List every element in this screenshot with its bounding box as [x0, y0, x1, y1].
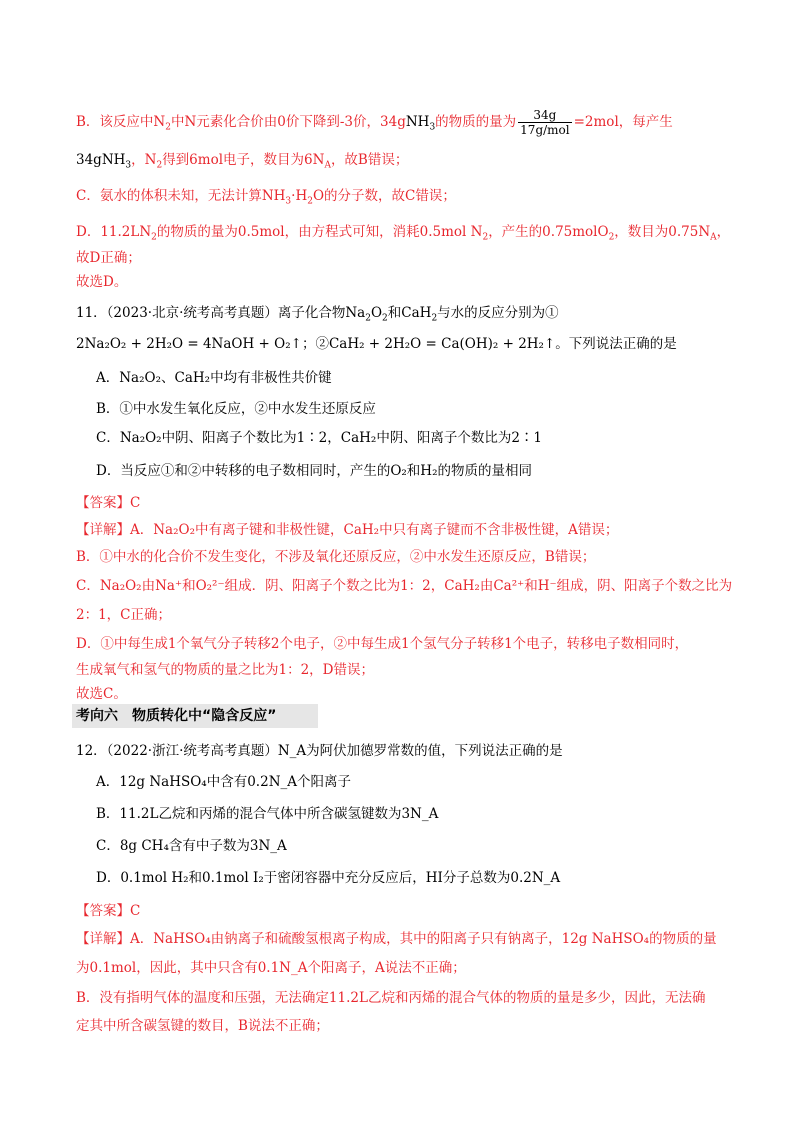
question-12-detail-a: 【详解】A．NaHSO₄由钠离子和硫酸氢根离子构成，其中的阳离子只有钠离子，12g NaHSO₄的物质的量 — [76, 931, 717, 947]
subscript: 2 — [482, 232, 489, 243]
subscript: 2 — [307, 196, 313, 207]
explanation-final-choice: 故选D。 — [76, 274, 128, 290]
subscript: 3 — [285, 196, 292, 207]
text-segment: B．该反应中N — [76, 114, 166, 130]
explanation-line-b — [76, 108, 740, 137]
question-12-detail-b-cont: 定其中所含碳氢键的数目，B说法不正确； — [76, 1018, 329, 1034]
text-segment: 与水的反应分别为① — [437, 305, 559, 321]
subscript: 2 — [156, 160, 163, 171]
text-segment: NH — [405, 114, 430, 130]
text-segment: 和CaH — [387, 305, 432, 321]
fraction-numerator: 34g — [518, 108, 571, 123]
question-11-answer: 【答案】C — [76, 495, 141, 511]
question-12-stem: 12．（2022·浙江·统考高考真题）N_A为阿伏加德罗常数的值，下列说法正确的是 — [76, 743, 563, 759]
subscript: 2 — [365, 313, 371, 324]
text-segment: 得到6mol电子，数目为6N — [162, 152, 325, 168]
question-11-option-d: D．当反应①和②中转移的电子数相同时，产生的O₂和H₂的物质的量相同 — [96, 463, 532, 479]
text-segment: O的分子数，故C错误； — [312, 188, 456, 204]
explanation-line-b2 — [76, 150, 740, 170]
text-segment: ，故B错误； — [330, 152, 409, 168]
text-segment: ，数目为0.75N — [614, 224, 711, 240]
question-11-detail-b: B．①中水的化合价不发生变化，不涉及氧化还原反应，②中水发生还原反应，B错误； — [76, 549, 596, 565]
question-11-detail-c-cont: 2：1，C正确； — [76, 607, 172, 623]
text-segment: 的物质的量为 — [435, 114, 517, 130]
subscript: 2 — [608, 232, 615, 243]
explanation-line-d-conclusion: 故D正确； — [76, 250, 141, 266]
question-11-detail-c: C．Na₂O₂由Na⁺和O₂²⁻组成．阴、阳离子个数之比为1：2，CaH₂由Ca²⁺和H⁻组成，阴、阳离子个数之比为 — [76, 578, 733, 594]
subscript: A — [710, 232, 717, 243]
question-11-detail-d: D．①中每生成1个氧气分子转移2个电子，②中每生成1个氢气分子转移1个电子，转移电子数相同时， — [76, 636, 689, 652]
text-segment: ·H — [291, 188, 308, 204]
question-12-option-a: A．12g NaHSO₄中含有0.2N_A个阳离子 — [96, 774, 352, 790]
explanation-line-d — [76, 222, 740, 242]
question-11-option-a: A．Na₂O₂、CaH₂中均有非极性共价键 — [96, 370, 332, 386]
subscript: 3 — [125, 160, 132, 171]
subscript: 2 — [431, 313, 438, 324]
question-12-detail-b: B．没有指明气体的温度和压强，无法确定11.2L乙烷和丙烯的混合气体的物质的量是多少，因此，无法确 — [76, 990, 706, 1006]
question-11-option-c: C．Na₂O₂中阴、阳离子个数比为1∶2，CaH₂中阴、阳离子个数比为2∶1 — [96, 430, 543, 446]
text-segment: D．11.2LN — [76, 224, 152, 240]
text-segment: 的物质的量为0.5mol，由方程式可知，消耗0.5mol N — [156, 224, 483, 240]
text-segment: ， — [716, 224, 731, 240]
question-12-detail-a-cont: 为0.1mol，因此，其中只含有0.1N_A个阳离子，A说法不正确； — [76, 960, 466, 976]
explanation-line-c — [76, 186, 740, 206]
question-12-option-b: B．11.2L乙烷和丙烯的混合气体中所含碳氢键数为3N_A — [96, 806, 439, 822]
text-segment: 11．（2023·北京·统考高考真题）离子化合物Na — [76, 305, 366, 321]
fraction — [518, 108, 571, 137]
subscript: 2 — [382, 313, 388, 324]
formula — [405, 114, 436, 133]
question-11-stem — [76, 303, 740, 323]
formula — [76, 152, 132, 171]
question-12-option-d: D．0.1mol H₂和0.1mol I₂于密闭容器中充分反应后，HI分子总数为0.2N_A — [96, 870, 561, 886]
fraction-denominator: 17g/mol — [520, 123, 570, 137]
text-segment: 34gNH — [76, 152, 126, 168]
subscript: A — [324, 160, 331, 171]
question-12-answer: 【答案】C — [76, 903, 141, 919]
question-11-equation: 2Na₂O₂ + 2H₂O = 4NaOH + O₂↑；②CaH₂ + 2H₂O = Ca(OH)₂ + 2H₂↑。下列说法正确的是 — [76, 336, 677, 352]
question-11-detail-a: 【详解】A．Na₂O₂中有离子键和非极性键，CaH₂中只有离子键而不含非极性键，A错误； — [76, 522, 619, 538]
text-segment: O — [370, 305, 383, 321]
question-11-detail-d-cont: 生成氧气和氢气的物质的量之比为1：2，D错误； — [76, 662, 375, 678]
subscript: 2 — [165, 122, 171, 133]
question-12-option-c: C．8g CH₄含有中子数为3N_A — [96, 838, 287, 854]
question-11-final-choice: 故选C。 — [76, 686, 127, 702]
question-11-option-b: B．①中水发生氧化反应，②中水发生还原反应 — [96, 401, 376, 417]
subscript: 3 — [429, 122, 436, 133]
text-segment: ，N — [131, 152, 157, 168]
section-heading: 考向六 物质转化中“隐含反应” — [72, 704, 318, 728]
text-segment: 中N元素化合价由0价下降到-3价，34g — [170, 114, 406, 130]
text-segment: =2mol，每产生 — [573, 114, 673, 130]
subscript: 2 — [151, 232, 157, 243]
text-segment: C．氨水的体积未知，无法计算NH — [76, 188, 286, 204]
text-segment: ，产生的0.75molO — [488, 224, 609, 240]
